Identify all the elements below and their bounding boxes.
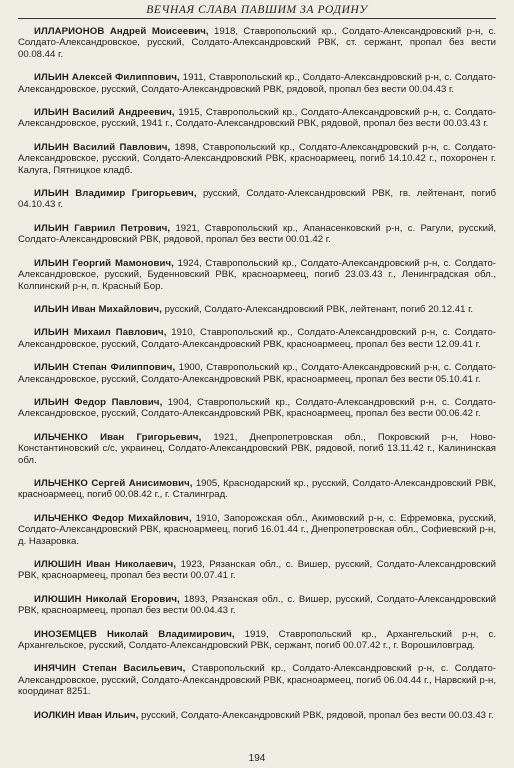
entry [18, 594, 496, 617]
entry-indent [18, 629, 34, 640]
entry-text: 1904, Ставропольский кр., Солдато-Александровский р-н, с. Солдато-Александровское, русский, Солдато-Александровский РВК, красноармеец, пропал без вести 00.06.42 г. [18, 396, 496, 420]
entry-text: 1915, Ставропольский кр., Солдато-Александровский р-н, с. Солдато-Александровское, русский, 1941 г., Солдато-Александровский РВК, рядовой, пропал без вести 00.03.43 г. [18, 107, 496, 130]
entry [18, 397, 496, 420]
entry-name: ИЛЬИН Владимир Григорьевич, [34, 188, 197, 200]
entry-name: ИЛЬИН Федор Павлович, [34, 396, 163, 408]
entry-indent [18, 663, 34, 674]
entry-text: 1905, Краснодарский кр., русский, Солдато-Александровский РВК, красноармеец, погиб 00.08.42 г., г. Сталинград. [18, 477, 496, 501]
entry [18, 559, 496, 582]
entry-name: ИЛЬИН Василий Павлович, [34, 141, 171, 153]
entry-name: ИЛЬИН Михаил Павлович, [34, 327, 167, 339]
entry-indent [18, 478, 34, 489]
entry-indent [18, 594, 34, 605]
entry-text: 1910, Запорожская обл., Акимовский р-н, с. Ефремовка, русский, Солдато-Александровский РВК, красноармеец, погиб 16.01.44 г., Днепропетровская обл., Софиевский р-н, д. Назаровка. [18, 512, 496, 547]
entry [18, 478, 496, 501]
entry-indent [18, 107, 34, 118]
entry-indent [18, 432, 34, 443]
entry-name: ИЛЬИН Степан Филиппович, [34, 362, 176, 374]
entry-text: 1910, Ставропольский кр., Солдато-Александровский р-н, с. Солдато-Александровское, русский, Солдато-Александровский РВК, красноармеец, пропал без вести 12.09.41 г. [18, 327, 496, 350]
entry-name: ИЛЬЧЕНКО Федор Михайлович, [34, 512, 192, 524]
entry-text: 1900, Ставропольский кр., Солдато-Александровский р-н, с. Солдато-Александровское, русский, Солдато-Александровский РВК, красноармеец, пропал без вести 05.10.41 г. [18, 362, 496, 385]
entry-name: ИНЯЧИН Степан Васильевич, [34, 663, 186, 675]
entry-name: ИЛЮШИН Николай Егорович, [34, 593, 180, 605]
header-title: ВЕЧНАЯ СЛАВА ПАВШИМ ЗА РОДИНУ [146, 4, 368, 16]
entry-indent [18, 72, 34, 83]
entry-name: ИЛЬИН Иван Михайлович, [34, 303, 162, 315]
entry-text: 1918, Ставропольский кр., Солдато-Александровский р-н, с. Солдато-Александровское, русский, Солдато-Александровский РВК, ст. сержант, пропал без вести 00.08.44 г. [18, 26, 496, 60]
entry-indent [18, 327, 34, 338]
entry-indent [18, 397, 34, 408]
entry-name: ИЛЮШИН Иван Николаевич, [34, 559, 177, 570]
entry [18, 513, 496, 547]
entry-name: ИЛЬЧЕНКО Сергей Анисимович, [34, 477, 193, 489]
entry [18, 663, 496, 697]
entry-text: 1923, Рязанская обл., с. Вишер, русский, Солдато-Александровский РВК, красноармеец, пропал без вести 00.07.41 г. [18, 559, 496, 582]
entry-name: ИОЛКИН Иван Ильич, [34, 709, 139, 721]
entry-indent [18, 258, 34, 269]
entry-indent [18, 513, 34, 524]
entry-name: ИЛЛАРИОНОВ Андрей Моисеевич, [34, 26, 209, 37]
entry-name: ИНОЗЕМЦЕВ Николай Владимирович, [34, 628, 235, 640]
entry-indent [18, 559, 34, 570]
entry-name: ИЛЬИН Гавриил Петрович, [34, 222, 171, 234]
entry [18, 362, 496, 385]
entry [18, 223, 496, 246]
entry-name: ИЛЬИН Алексей Филиппович, [34, 72, 180, 84]
entry-text: 1919, Ставропольский кр., Архангельский р-н, с. Архангельское, русский, Солдато-Александровский РВК, сержант, погиб 00.07.42 г., г. Ворошиловград. [18, 628, 496, 652]
entry-text: 1898, Ставропольский кр., Солдато-Александровский р-н, с. Солдато-Александровское, русский, Солдато-Александровский РВК, красноармеец, погиб 14.10.42 г., похоронен г. Калуга, Пятницкое кладб. [18, 141, 496, 176]
entry [18, 710, 496, 721]
page-number: 194 [248, 753, 266, 764]
entry [18, 432, 496, 466]
entry-text: 1924, Ставропольский кр., Солдато-Александровский р-н, с. Солдато-Александровское, русский, Буденновский РВК, красноармеец, погиб 23.03.43 г., Ленинградская обл., Колпинский р-н, п. Красный Бор. [18, 257, 496, 292]
entry [18, 304, 496, 315]
entry [18, 142, 496, 176]
entry-indent [18, 710, 34, 721]
entry-text: русский, Солдато-Александровский РВК, лейтенант, погиб 20.12.41 г. [162, 303, 474, 315]
entry-indent [18, 304, 34, 315]
entry [18, 258, 496, 292]
entry-name: ИЛЬИН Василий Андреевич, [34, 107, 175, 119]
entry-text: 1893, Рязанская обл., с. Вишер, русский, Солдато-Александровский РВК, красноармеец, пропал без вести 00.04.43 г. [18, 593, 496, 617]
entries-list [18, 26, 496, 733]
entry-text: 1921, Ставропольский кр., Апанасенковский р-н, с. Рагули, русский, Солдато-Александровский РВК, рядовой, пропал без вести 00.01.42 г. [18, 222, 497, 246]
entry [18, 72, 496, 95]
entry [18, 107, 496, 130]
entry-indent [18, 142, 34, 153]
running-header [18, 2, 496, 19]
entry [18, 327, 496, 350]
entry-indent [18, 26, 34, 37]
entry-text: 1911, Ставропольский кр., Солдато-Александровский р-н, с. Солдато-Александровское, русский, Солдато-Александровский РВК, рядовой, пропал без вести 00.04.43 г. [18, 72, 497, 95]
entry-indent [18, 223, 34, 234]
entry-text: русский, Солдато-Александровский РВК, рядовой, пропал без вести 00.03.43 г. [138, 709, 494, 721]
entry [18, 629, 496, 652]
entry [18, 188, 496, 211]
entry-name: ИЛЬЧЕНКО Иван Григорьевич, [34, 431, 202, 443]
entry-name: ИЛЬИН Георгий Мамонович, [34, 257, 174, 269]
entry-text: 1921, Днепропетровская обл., Покровский р-н, Ново-Константиновский с/с, украинец, Солдато-Александровский РВК, рядовой, погиб 13.11.42 г., Калининская обл. [18, 431, 497, 466]
entry-indent [18, 362, 34, 373]
entry-text: Ставропольский кр., Солдато-Александровский р-н, с. Солдато-Александровское, русский, Солдато-Александровский РВК, красноармеец, погиб 06.04.44 г., Нарвский р-н, координат 8251. [18, 663, 497, 698]
entry-indent [18, 188, 34, 199]
entry [18, 26, 496, 60]
entry-text: русский, Солдато-Александровский РВК, гв. лейтенант, погиб 04.10.43 г. [18, 188, 496, 211]
